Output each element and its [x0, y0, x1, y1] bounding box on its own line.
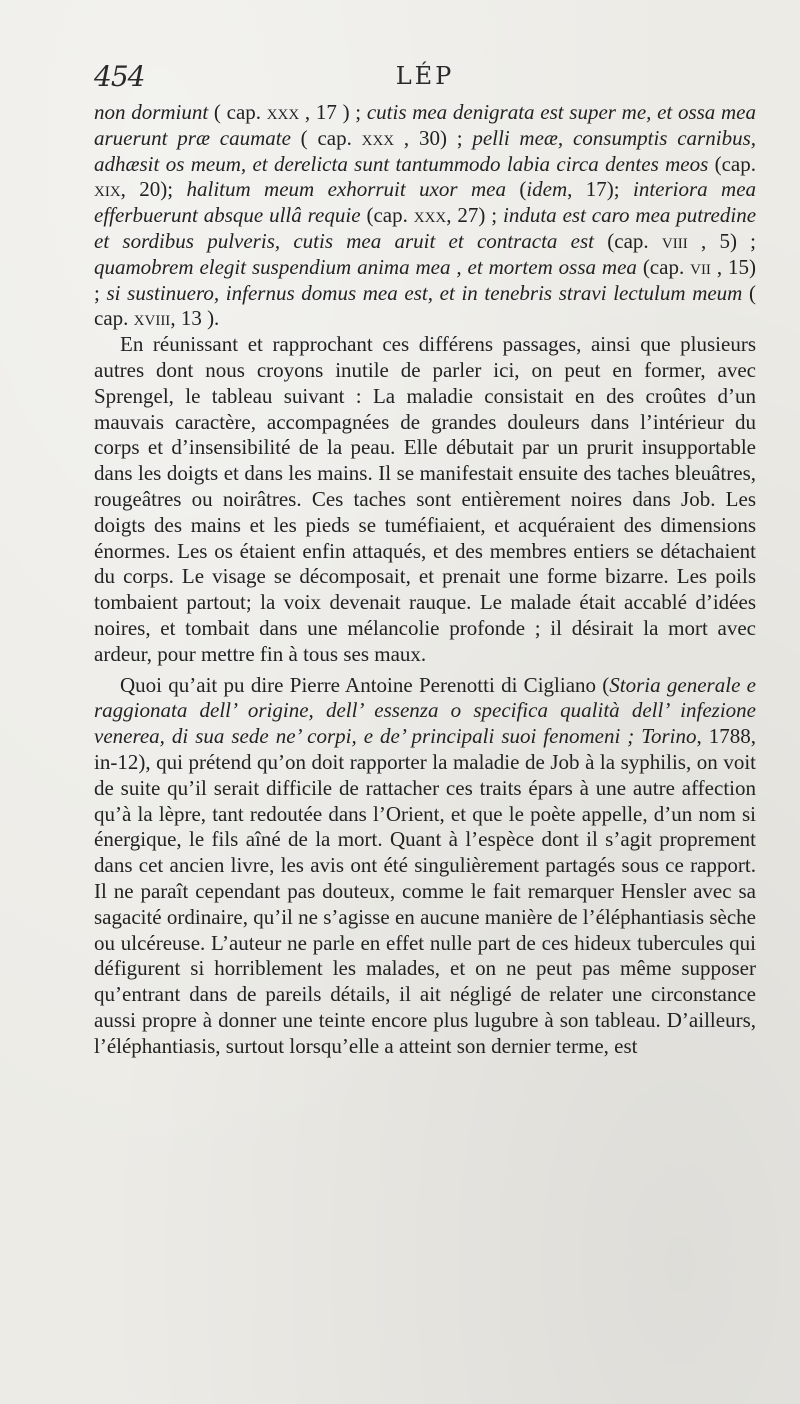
text-run: ( cap. — [208, 100, 267, 124]
text-run: si sustinuero, infernus domus mea est, et in tenebris stravi lectulum meum — [106, 280, 743, 305]
running-head: LÉP — [395, 62, 455, 90]
text-run: , 15) ; — [94, 254, 756, 305]
text-run: halitum meum exhorruit uxor mea — [186, 177, 506, 202]
text-run: (cap. — [636, 254, 691, 279]
paragraph-latin-quotes — [94, 100, 756, 332]
page-header — [94, 60, 756, 96]
text-run: Quoi qu’ait pu dire Pierre Antoine Perenotti di Cigliano ( — [120, 672, 610, 697]
text-run: , 30) ; — [394, 125, 473, 150]
book-title: Storia generale e raggionata dell’ origine, dell’ essenza o specifica qualità dell’ infezione venerea, di sua sede ne’ corpi, e de’ principali suoi fenomeni ; Torino — [94, 672, 756, 749]
text-run: interiora mea efferbuerunt absque ullâ requie — [94, 177, 757, 228]
text-run: xxx — [266, 100, 300, 124]
paragraph-perenotti — [94, 673, 756, 1060]
text-run: , 17 ) ; — [299, 100, 367, 124]
text-run: viii — [661, 228, 688, 253]
text-run: , 27) ; — [446, 203, 504, 228]
text-run: quamobrem elegit suspendium anima mea , et mortem ossa mea — [94, 254, 637, 279]
paragraph-sprengel: En réunissant et rapprochant ces différens passages, ainsi que plusieurs autres dont nous croyons inutile de parler ici, on peut en former, avec Sprengel, le tableau suivant : La maladie consistait en des croûtes d’un mauvais caractère, accompagnées de grandes douleurs dans l’intérieur du corps et d’insensibilité de la peau. Elle débutait par un prurit insupportable dans les doigts et dans les mains. Il se manifestait ensuite des taches bleuâtres, rougeâtres ou noirâtres. Ces taches sont entièrement noires dans Job. Les doigts des mains et les pieds se tuméfiaient, et acquéraient des dimensions énormes. Les os étaient enfin attaqués, et des membres entiers se détachaient du corps. Le visage se décomposait, et prenait une forme bizarre. Les poils tombaient partout; la voix devenait rauque. Le malade était accablé d’idées noires, et tombait dans une mélancolie profonde ; il désirait la mort avec ardeur, pour mettre fin à tous ses maux. — [94, 332, 756, 666]
text-run: , 5) ; — [687, 228, 757, 253]
text-run: induta est caro mea putredine et sordibus pulveris, cutis mea aruit et contracta est — [94, 203, 757, 253]
text-run: , 13 ). — [170, 306, 220, 331]
text-run: (cap. — [708, 151, 756, 176]
text-run: , 17); — [567, 177, 633, 202]
text-run: xix — [94, 177, 121, 202]
text-run: non dormiunt — [94, 100, 209, 124]
text-run: (cap. — [360, 203, 414, 228]
text-run: ( cap. — [290, 125, 362, 150]
text-run: ( — [505, 177, 527, 202]
text-run: vii — [690, 254, 711, 279]
text-run: xxx — [361, 125, 395, 150]
page-text — [94, 100, 756, 1059]
text-run: xviii — [133, 306, 171, 331]
page-number: 454 — [94, 60, 145, 93]
text-run: (cap. — [594, 228, 662, 253]
text-run: pelli meæ, consumptis carnibus, adhæsit os meum, et derelicta sunt tantummodo labia circa dentes meos — [94, 125, 756, 176]
text-run: xxx — [413, 203, 447, 228]
text-run: idem — [526, 177, 568, 202]
text-run: ( cap. — [94, 280, 756, 331]
text-run: cutis mea denigrata est super me, et ossa mea aruerunt præ caumate — [94, 100, 756, 150]
text-run: , 1788, in-12), qui prétend qu’on doit rapporter la maladie de Job à la syphilis, on voit de suite qu’il serait difficile de rattacher ces traits épars à une autre affection qu’à la lèpre, tant redoutée dans l’Orient, et que le poète appelle, d’un nom si énergique, le fils aîné de la mort. Quant à l’espèce dont il s’agit proprement dans cet ancien livre, les avis ont été singulièrement partagés sous ce rapport. Il ne paraît cependant pas douteux, comme le fait remarquer Hensler avec sa sagacité ordinaire, qu’il ne s’agisse en aucune manière de l’éléphantiasis sèche ou ulcéreuse. L’auteur ne parle en effet nulle part de ces hideux tubercules qui défigurent si horriblement les malades, et on ne peut pas même supposer qu’entrant dans de pareils détails, il ait négligé de relater une circonstance aussi propre à donner une teinte encore plus lugubre à son tableau. D’ailleurs, l’éléphantiasis, surtout lorsqu’elle a atteint son dernier terme, est — [94, 724, 757, 1058]
text-run: , 20); — [120, 177, 187, 202]
